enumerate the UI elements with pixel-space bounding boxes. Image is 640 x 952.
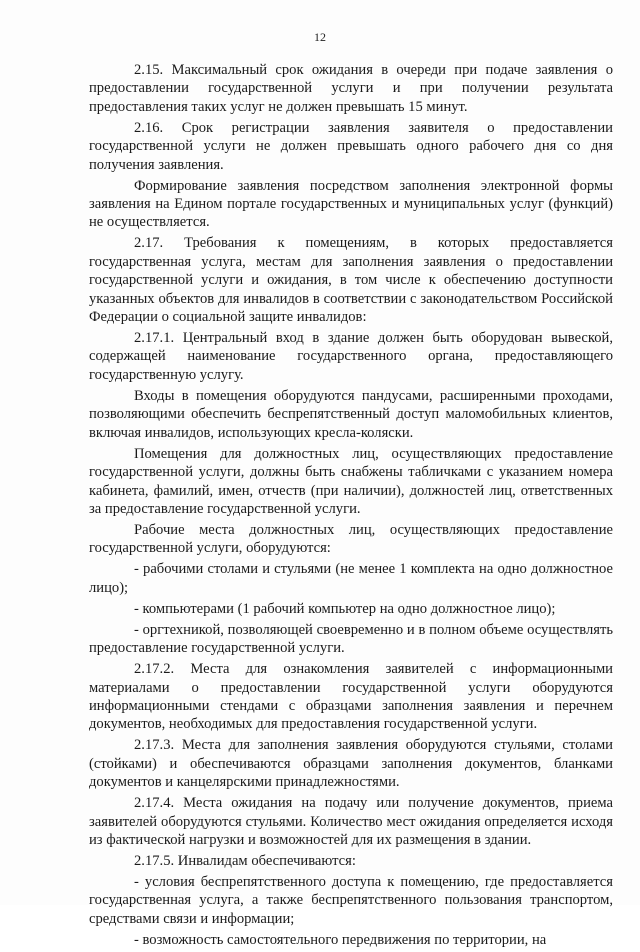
paragraph-entrances: Входы в помещения оборудуются пандусами, расширенными проходами, позволяющими обеспечить беспрепятственный доступ маломобильных клиентов, включая инвалидов, использующих кресла-коляски. xyxy=(89,387,613,441)
list-item-movement: - возможность самостоятельного передвижения по территории, на xyxy=(134,931,547,948)
list-item-office-equipment: - оргтехникой, позволяющей своевременно и в полном объеме осуществлять предоставление государственной услуги. xyxy=(89,621,613,657)
paragraph-2-17-4: 2.17.4. Места ожидания на подачу или получение документов, приема заявителей оборудуются стульями. Количество мест ожидания определяется исходя из фактической нагрузки и возможностей для их размещения в здании. xyxy=(89,795,613,848)
page-number: 12 xyxy=(314,30,326,44)
paragraph-2-15: 2.15. Максимальный срок ожидания в очереди при подаче заявления о предоставлении государственной услуги и при получении результата предоставления таких услуг не должен превышать 15 минут. xyxy=(89,62,613,115)
list-item-computers: - компьютерами (1 рабочий компьютер на одно должностное лицо); xyxy=(134,600,556,617)
paragraph-2-17-2: 2.17.2. Места для ознакомления заявителей с информационными материалами о предоставлении государственной услуги оборудуются информационными стендами с образцами заполнения заявления и перечнем документов, необходимых для предоставления государственной услуги. xyxy=(89,661,613,733)
paragraph-workplaces: Рабочие места должностных лиц, осуществляющих предоставление государственной услуги, оборудуются: xyxy=(89,521,613,557)
paragraph-premises: Помещения для должностных лиц, осуществляющих предоставление государственной услуги, должны быть снабжены табличками с указанием номера кабинета, фамилий, имен, отчеств (при наличии), должностей лиц, ответственных за предоставление государственной услуги. xyxy=(89,445,613,517)
paragraph-2-17: 2.17. Требования к помещениям, в которых предоставляется государственная услуга, местам для заполнения заявления о предоставлении государственной услуги и ожидания, в том числе к обеспечению доступности указанных объектов для инвалидов в соответствии с законодательством Российской Федерации о социальной защите инвалидов: xyxy=(89,235,613,326)
list-item-desks: - рабочими столами и стульями (не менее 1 комплекта на одно должностное лицо); xyxy=(89,561,613,596)
paragraph-2-17-3: 2.17.3. Места для заполнения заявления оборудуются стульями, столами (стойками) и обеспечиваются образцами заполнения документов, бланками документов и канцелярскими принадлежностями. xyxy=(89,737,613,791)
paragraph-2-17-1: 2.17.1. Центральный вход в здание должен быть оборудован вывеской, содержащей наименование государственного органа, предоставляющего государственную услугу. xyxy=(89,330,613,383)
list-item-access-conditions: - условия беспрепятственного доступа к помещению, где предоставляется государственная услуга, а также беспрепятственного пользования транспортом, средствами связи и информации; xyxy=(89,873,613,927)
paragraph-2-17-5: 2.17.5. Инвалидам обеспечиваются: xyxy=(134,852,356,869)
document-body xyxy=(89,61,613,952)
paragraph-2-16: 2.16. Срок регистрации заявления заявителя о предоставлении государственной услуги не должен превышать одного рабочего дня со дня получения заявления. xyxy=(89,119,613,173)
paragraph-electronic-form: Формирование заявления посредством заполнения электронной формы заявления на Едином портале государственных и муниципальных услуг (функций) не осуществляется. xyxy=(89,177,613,231)
